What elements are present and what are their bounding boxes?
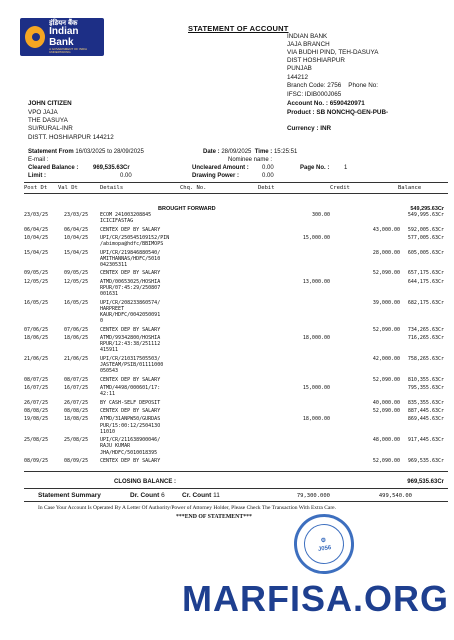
details-line: PUR/15:00:12/250413O xyxy=(100,422,161,429)
details-cell xyxy=(100,400,190,406)
details-line: ATMD/00653025/HOSHIA xyxy=(100,278,161,285)
table-header-top-rule xyxy=(24,182,448,183)
balance-cell: 810,355.63Cr xyxy=(407,376,444,383)
statement-date-row xyxy=(203,149,297,155)
account-row xyxy=(287,100,365,108)
details-line: AMITHANNAS/HDFC/5010 xyxy=(100,255,161,262)
currency-value: INR xyxy=(320,125,332,132)
details-cell xyxy=(100,437,190,456)
value-date-cell: 25/08/25 xyxy=(64,437,89,444)
bank-address-3: PUNJAB xyxy=(287,65,312,72)
customer-address-4: DISTT. HOSHIARPUR 144212 xyxy=(28,134,114,141)
debit-cell: 18,000.00 xyxy=(302,416,330,423)
customer-address-2: THE DASUYA xyxy=(28,117,68,124)
branch-code-value: 2756 xyxy=(327,82,342,89)
value-date-cell: 06/04/25 xyxy=(64,226,89,233)
credit-count-value: 11 xyxy=(213,492,220,499)
details-line: RPUR/12:43:38/251112 xyxy=(100,341,161,348)
statement-date: 28/09/2025 xyxy=(221,149,252,155)
limit-value: 0.00 xyxy=(120,173,132,179)
details-line: ATMD/31ANPW50/GURDAS xyxy=(100,416,161,423)
post-date-cell: 08/07/25 xyxy=(24,376,49,383)
logo-hindi-text: इंडियन बैंक xyxy=(49,19,78,27)
value-date-cell: 08/07/25 xyxy=(64,376,89,383)
details-line: CENTEX DEP BY SALARY xyxy=(100,408,161,414)
credit-cell: 48,000.00 xyxy=(372,437,400,444)
value-date-cell: 18/08/25 xyxy=(64,416,89,423)
seal-emblem-icon: ⚙ xyxy=(320,537,327,544)
details-line: 42:11 xyxy=(100,391,116,398)
value-date-cell: 23/03/25 xyxy=(64,212,89,218)
post-date-cell: 15/04/25 xyxy=(24,249,49,256)
balance-cell: 657,175.63Cr xyxy=(407,270,444,277)
post-date-cell: 23/03/25 xyxy=(24,212,49,218)
details-cell xyxy=(100,335,190,354)
drawing-power-value: 0.00 xyxy=(262,173,274,179)
details-line: UPI/CR/210317505503/ xyxy=(100,355,161,362)
closing-balance-label: CLOSING BALANCE : xyxy=(114,479,176,485)
end-of-statement: ***END OF STATEMENT*** xyxy=(176,514,252,520)
statement-summary-label: Statement Summary xyxy=(38,492,101,499)
post-date-cell: 08/09/25 xyxy=(24,458,49,464)
col-balance: Balance xyxy=(398,185,422,191)
cleared-balance-label: Cleared Balance : xyxy=(28,165,79,171)
details-cell xyxy=(100,250,190,269)
balance-cell: 644,175.63Cr xyxy=(407,278,444,285)
details-line: HARPREET xyxy=(100,305,125,312)
post-date-cell: 12/05/25 xyxy=(24,278,49,285)
debit-count: Dr. Count 6 xyxy=(130,492,165,499)
bank-seal-stamp xyxy=(290,510,358,578)
ifsc-row xyxy=(287,91,341,99)
value-date-cell: 26/07/25 xyxy=(64,399,89,406)
credit-cell: 52,090.00 xyxy=(372,376,400,383)
details-line: 042305311 xyxy=(100,262,128,268)
brought-forward-value: 549,295.63Cr xyxy=(410,206,444,212)
statement-from-date: 16/03/2025 xyxy=(75,149,106,155)
value-date-cell: 15/04/25 xyxy=(64,249,89,256)
logo-name: Indian Bank xyxy=(49,26,79,48)
table-header-bottom-rule xyxy=(24,193,448,194)
balance-cell: 682,175.63Cr xyxy=(407,299,444,306)
value-date-cell: 10/04/25 xyxy=(64,235,89,241)
details-line: /abimopa@hdfc/BBIMOPS xyxy=(100,241,164,248)
ifsc-value: IDIB000J065 xyxy=(304,91,342,98)
value-date-cell: 16/05/25 xyxy=(64,299,89,306)
debit-cell: 13,000.00 xyxy=(302,278,330,285)
credit-total: 499,540.00 xyxy=(378,493,412,499)
value-date-cell: 12/05/25 xyxy=(64,278,89,285)
details-cell xyxy=(100,235,190,247)
details-cell xyxy=(100,408,190,414)
nominee-label: Nominee name : xyxy=(228,157,273,163)
statement-from-label: Statement From xyxy=(28,149,74,155)
details-line: 11010 xyxy=(100,428,116,435)
balance-cell: 577,005.63Cr xyxy=(407,235,444,241)
bank-logo xyxy=(20,18,104,56)
limit-label: Limit : xyxy=(28,173,46,179)
value-date-cell: 21/06/25 xyxy=(64,355,89,362)
currency-label: Currency : xyxy=(287,125,319,132)
balance-cell: 917,445.63Cr xyxy=(407,437,444,444)
date-label: Date : xyxy=(203,149,220,155)
details-cell xyxy=(100,416,190,435)
details-line: BY CASH-SELF DEPOSIT xyxy=(100,399,161,406)
cleared-balance-value: 969,535.63Cr xyxy=(93,165,130,171)
bank-pin: 144212 xyxy=(287,74,309,81)
uncleared-value: 0.00 xyxy=(262,165,274,171)
credit-cell: 52,090.00 xyxy=(372,408,400,414)
customer-address-3: SU/RURAL-INR xyxy=(28,125,73,132)
balance-cell: 549,995.63Cr xyxy=(407,212,444,218)
debit-count-value: 6 xyxy=(161,492,165,499)
post-date-cell: 10/04/25 xyxy=(24,235,49,241)
details-line: UPI/CR/219846880540/ xyxy=(100,249,161,256)
balance-cell: 795,355.63Cr xyxy=(407,385,444,391)
details-line: CENTEX DEP BY SALARY xyxy=(100,270,161,277)
col-value-date: Val Dt xyxy=(58,185,78,191)
email-label: E-mail : xyxy=(28,157,49,163)
details-cell xyxy=(100,356,190,375)
logo-tagline: A GOVERNMENT OF INDIA UNDERTAKING xyxy=(49,47,87,55)
document-title: STATEMENT OF ACCOUNT xyxy=(188,24,289,33)
value-date-cell: 16/07/25 xyxy=(64,385,89,391)
product-label: Product : xyxy=(287,109,315,116)
statement-to-date: 28/09/2025 xyxy=(113,149,144,155)
debit-cell: 300.00 xyxy=(311,212,330,218)
debit-cell: 15,000.00 xyxy=(302,235,330,241)
balance-cell: 835,355.63Cr xyxy=(407,399,444,406)
debit-cell: 15,000.00 xyxy=(302,385,330,391)
details-cell xyxy=(100,300,190,325)
page-number: 1 xyxy=(344,165,348,171)
account-number: 6590420971 xyxy=(329,100,365,107)
details-line: CENTEX DEP BY SALARY xyxy=(100,226,161,233)
details-cell xyxy=(100,458,190,464)
closing-balance-value: 969,535.63Cr xyxy=(407,479,444,485)
balance-cell: 869,445.63Cr xyxy=(407,416,444,423)
post-date-cell: 06/04/25 xyxy=(24,226,49,233)
post-date-cell: 16/05/25 xyxy=(24,299,49,306)
summary-top-rule xyxy=(24,488,448,489)
details-cell xyxy=(100,377,190,383)
ifsc-label: IFSC: xyxy=(287,91,304,98)
details-cell xyxy=(100,270,190,276)
post-date-cell: 16/07/25 xyxy=(24,385,49,391)
drawing-power-label: Drawing Power : xyxy=(192,173,240,179)
details-line: KAUR/HDFC/0042050091 xyxy=(100,312,161,318)
details-line: ATMD/4498/000601/17: xyxy=(100,385,161,391)
details-line: 0 xyxy=(100,318,104,325)
bank-logo-icon xyxy=(25,26,45,48)
value-date-cell: 07/06/25 xyxy=(64,326,89,333)
bank-address-1: VIA BUDHI PIND, TEH-DASUYA xyxy=(287,49,379,56)
credit-cell: 39,000.00 xyxy=(372,299,400,306)
debit-cell: 18,000.00 xyxy=(302,335,330,341)
credit-cell: 43,000.00 xyxy=(372,226,400,233)
balance-cell: 758,265.63Cr xyxy=(407,355,444,362)
time-label: Time : xyxy=(254,149,273,155)
details-line: 415911 xyxy=(100,347,119,354)
currency-row xyxy=(287,125,331,133)
balance-cell: 592,005.63Cr xyxy=(407,226,444,233)
details-line: RAJU KUMAR xyxy=(100,443,131,450)
post-date-cell: 26/07/25 xyxy=(24,399,49,406)
post-date-cell: 21/06/25 xyxy=(24,355,49,362)
balance-cell: 887,445.63Cr xyxy=(407,408,444,414)
debit-total: 79,300.000 xyxy=(296,493,330,499)
post-date-cell: 09/05/25 xyxy=(24,270,49,277)
details-cell xyxy=(100,279,190,298)
credit-count: Cr. Count 11 xyxy=(182,492,220,499)
credit-cell: 52,090.00 xyxy=(372,326,400,333)
product-value: SB NONCHQ-GEN-PUB- xyxy=(316,109,389,116)
value-date-cell: 08/09/25 xyxy=(64,458,89,464)
post-date-cell: 19/08/25 xyxy=(24,416,49,423)
page-label: Page No. : xyxy=(300,165,330,171)
brought-forward-label: BROUGHT FORWARD xyxy=(158,206,216,212)
post-date-cell: 08/08/25 xyxy=(24,408,49,414)
details-line: ICICIFASTAG xyxy=(100,218,134,225)
value-date-cell: 08/08/25 xyxy=(64,408,89,414)
statement-period-row: Statement From 16/03/2025 to 28/09/2025 xyxy=(28,149,144,155)
details-line: ECOM 241003208845 xyxy=(100,212,152,218)
details-cell xyxy=(100,212,190,224)
watermark-brand: MARFISA.ORG xyxy=(182,578,449,619)
details-line: UPI/CR/208233860574/ xyxy=(100,299,161,306)
branch-code-row xyxy=(287,82,378,90)
bank-name: INDIAN BANK xyxy=(287,33,328,40)
value-date-cell: 18/06/25 xyxy=(64,335,89,341)
details-cell xyxy=(100,385,190,397)
value-date-cell: 09/05/25 xyxy=(64,270,89,277)
details-line: RPUR/07:45:29/250807 xyxy=(100,285,161,291)
credit-cell: 52,090.00 xyxy=(372,270,400,277)
account-label: Account No. : xyxy=(287,100,328,107)
closing-top-rule xyxy=(24,471,448,472)
details-cell xyxy=(100,227,190,233)
details-cell xyxy=(100,327,190,333)
col-debit: Debit xyxy=(258,185,275,191)
credit-cell: 28,000.00 xyxy=(372,249,400,256)
details-line: CENTEX DEP BY SALARY xyxy=(100,458,161,464)
branch-code-label: Branch Code: xyxy=(287,82,326,89)
bank-branch: JAJA BRANCH xyxy=(287,41,330,48)
bank-address-2: DIST HOSHIARPUR xyxy=(287,57,345,64)
details-line: JHA/HDFC/5010018395 xyxy=(100,449,158,456)
col-cheque-no: Chq. No. xyxy=(180,185,207,191)
balance-cell: 605,005.63Cr xyxy=(407,249,444,256)
post-date-cell: 07/06/25 xyxy=(24,326,49,333)
col-credit: Credit xyxy=(330,185,350,191)
poa-notice: In Case Your Account Is Operated By A Letter Of Authority/Power of Attorney Holder, Please Check The Transaction With Extra Care. xyxy=(38,505,336,511)
summary-bottom-rule xyxy=(24,501,448,502)
credit-cell: 40,000.00 xyxy=(372,399,400,406)
details-line: 001631 xyxy=(100,291,119,298)
details-line: UPI/CR/250545109152/PIN xyxy=(100,235,170,241)
post-date-cell: 18/06/25 xyxy=(24,335,49,341)
details-line: UPI/CR/211638900046/ xyxy=(100,437,161,444)
balance-cell: 716,265.63Cr xyxy=(407,335,444,341)
col-details: Details xyxy=(100,185,124,191)
phone-label: Phone No: xyxy=(348,82,379,89)
col-post-date: Post Dt xyxy=(24,185,48,191)
details-line: CENTEX DEP BY SALARY xyxy=(100,326,161,333)
details-line: JASTEAM/PSIB/01111000 xyxy=(100,362,164,368)
customer-name: JOHN CITIZEN xyxy=(28,100,72,107)
details-line: CENTEX DEP BY SALARY xyxy=(100,376,161,383)
balance-cell: 734,265.63Cr xyxy=(407,326,444,333)
uncleared-label: Uncleared Amount : xyxy=(192,165,249,171)
post-date-cell: 25/08/25 xyxy=(24,437,49,444)
details-line: 050543 xyxy=(100,368,119,375)
credit-cell: 42,000.00 xyxy=(372,355,400,362)
statement-time: 15:25:51 xyxy=(273,149,298,155)
details-line: ATMD/99342800/HOSHIA xyxy=(100,335,161,341)
credit-cell: 52,090.00 xyxy=(372,458,400,464)
balance-cell: 969,535.63Cr xyxy=(407,458,444,464)
customer-address-1: VPO JAJA xyxy=(28,109,58,116)
product-row xyxy=(287,109,388,117)
seal-number: J056 xyxy=(317,544,332,553)
